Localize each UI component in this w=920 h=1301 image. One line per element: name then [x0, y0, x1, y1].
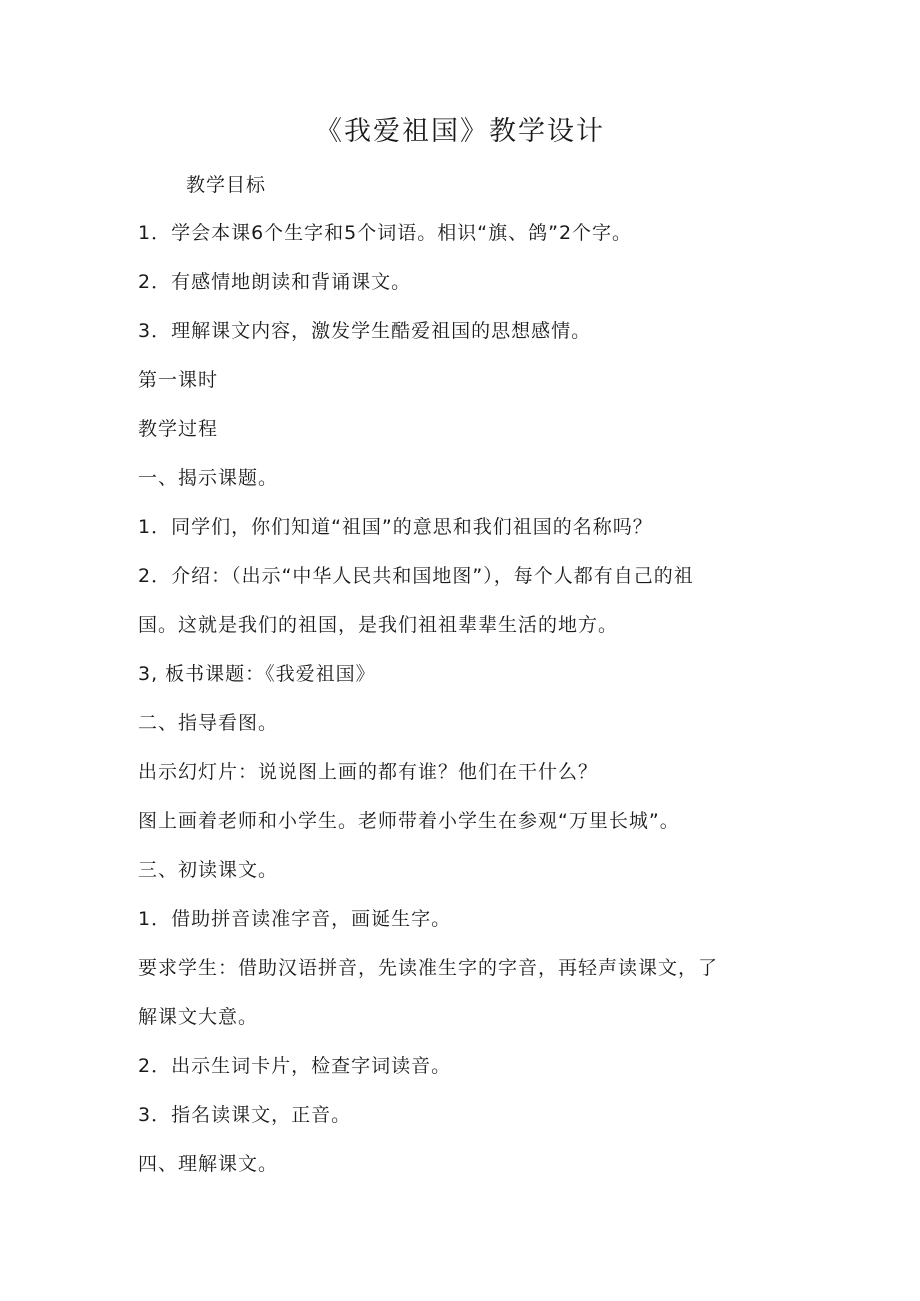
section-heading-process: 教学过程: [138, 418, 219, 440]
step-3-item-1: 1．借助拼音读准字音，画诞生字。: [138, 908, 452, 930]
step-2-heading: 二、指导看图。: [138, 712, 279, 734]
step-3-requirement-continued: 解课文大意。: [138, 1006, 259, 1028]
step-1-heading: 一、揭示课题。: [138, 467, 279, 489]
step-2-text-2: 图上画着老师和小学生。老师带着小学生在参观“万里长城”。: [138, 810, 680, 832]
step-2-text-1: 出示幻灯片：说说图上画的都有谁？他们在干什么？: [138, 761, 599, 783]
section-heading-objectives: 教学目标: [186, 174, 267, 196]
objective-1: 1．学会本课6个生字和5个词语。相识“旗、鸽”2个字。: [138, 222, 633, 244]
step-3-requirement: 要求学生：借助汉语拼音，先读准生字的字音，再轻声读课文，了: [138, 957, 719, 979]
objective-2: 2．有感情地朗读和背诵课文。: [138, 271, 412, 293]
objective-3: 3．理解课文内容，激发学生酷爱祖国的思想感情。: [138, 320, 592, 342]
step-1-item-2-continued: 国。这就是我们的祖国，是我们祖祖辈辈生活的地方。: [138, 614, 619, 636]
document-title: 《我爱祖国》教学设计: [315, 116, 605, 147]
step-3-heading: 三、初读课文。: [138, 859, 279, 881]
step-3-item-2: 2．出示生词卡片，检查字词读音。: [138, 1055, 452, 1077]
lesson-heading: 第一课时: [138, 369, 219, 391]
step-3-item-3: 3．指名读课文，正音。: [138, 1104, 352, 1126]
step-1-item-3: 3, 板书课题：《我爱祖国》: [138, 663, 376, 685]
step-4-heading: 四、理解课文。: [138, 1153, 279, 1175]
step-1-item-2: 2．介绍：（出示“中华人民共和国地图”），每个人都有自己的祖: [138, 565, 694, 587]
step-1-item-1: 1．同学们，你们知道“祖国”的意思和我们祖国的名称吗？: [138, 516, 653, 538]
